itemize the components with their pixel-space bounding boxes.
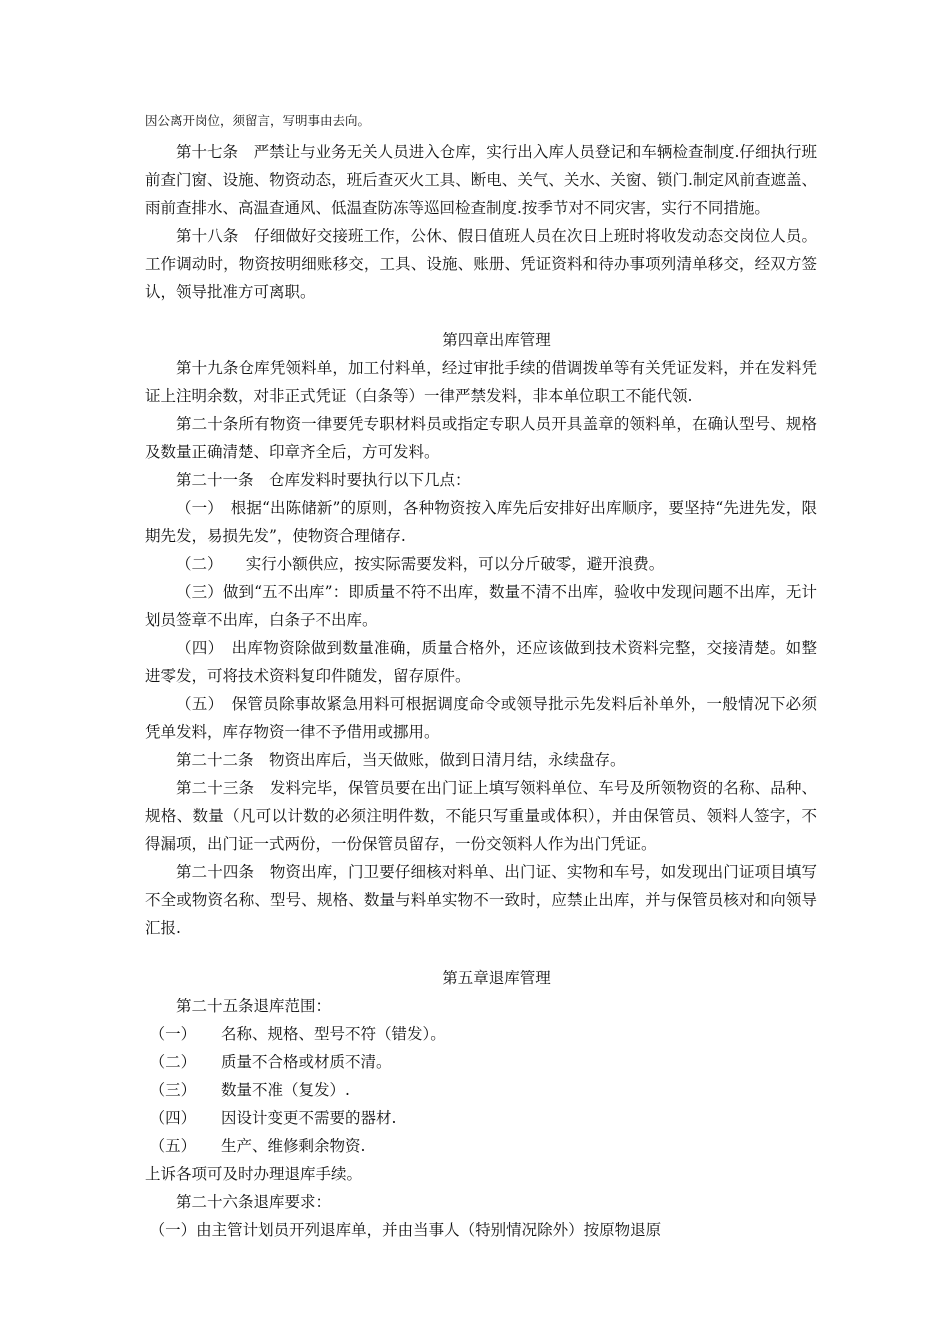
chapter-5-heading: 第五章退库管理	[442, 969, 551, 987]
list-item	[145, 1104, 817, 1132]
chapter-4-heading: 第四章出库管理	[442, 331, 551, 349]
article-19: 第十九条仓库凭领料单，加工付料单，经过审批手续的借调拨单等有关凭证发料，并在发料凭证上注明余数，对非正式凭证（白条等）一律严禁发料，非本单位职工不能代领.	[145, 359, 817, 405]
article-23: 第二十三条 发料完毕，保管员要在出门证上填写领料单位、车号及所领物资的名称、品种、规格、数量（凡可以计数的必须注明件数，不能只写重量或体积），并由保管员、领料人签字，不得漏项，出门证一式两份，一份保管员留存，一份交领料人作为出门凭证。	[145, 779, 817, 853]
list-item-text: 名称、规格、型号不符（错发）。	[220, 1025, 446, 1043]
list-item-text: 质量不合格或材质不清。	[220, 1053, 392, 1071]
article-17: 第十七条 严禁让与业务无关人员进入仓库，实行出入库人员登记和车辆检查制度.仔细执行班前查门窗、设施、物资动态，班后查灭火工具、断电、关气、关水、关窗、锁门.制定风前查遮盖、雨前查排水、高温查通风、低温查防冻等巡回检查制度.按季节对不同灾害，实行不同措施。	[145, 143, 817, 217]
list-item-number: （一）	[149, 1025, 197, 1043]
article-21-item-5: （五） 保管员除事故紧急用料可根据调度命令或领导批示先发料后补单外，一般情况下必须凭单发料，库存物资一律不予借用或挪用。	[145, 695, 817, 741]
list-item-number: （二）	[149, 1053, 197, 1071]
list-item	[145, 1048, 817, 1076]
article-26: 第二十六条退库要求：	[176, 1193, 332, 1211]
paragraph-continued: 因公离开岗位，须留言，写明事由去向。	[145, 113, 371, 128]
article-25: 第二十五条退库范围：	[176, 997, 332, 1015]
article-25-conclusion: 上诉各项可及时办理退库手续。	[145, 1165, 363, 1183]
article-21: 第二十一条 仓库发料时要执行以下几点：	[176, 471, 471, 489]
article-21-item-3: （三）做到“五不出库”：即质量不符不出库，数量不清不出库，验收中发现问题不出库，无计划员签章不出库，白条子不出库。	[145, 583, 817, 629]
article-21-item-2: （二） 实行小额供应，按实际需要发料，可以分斤破零，避开浪费。	[176, 555, 665, 573]
article-21-item-4: （四） 出库物资除做到数量准确，质量合格外，还应该做到技术资料完整，交接清楚。如整进零发，可将技术资料复印件随发，留存原件。	[145, 639, 817, 685]
article-20: 第二十条所有物资一律要凭专职材料员或指定专职人员开具盖章的领料单，在确认型号、规格及数量正确清楚、印章齐全后，方可发料。	[145, 415, 817, 461]
list-item	[145, 1020, 817, 1048]
article-24: 第二十四条 物资出库，门卫要仔细核对料单、出门证、实物和车号，如发现出门证项目填写不全或物资名称、型号、规格、数量与料单实物不一致时，应禁止出库，并与保管员核对和向领导汇报.	[145, 863, 817, 937]
list-item-text: 生产、维修剩余物资.	[220, 1137, 366, 1155]
list-item-text: 数量不准（复发）.	[220, 1081, 350, 1099]
article-18: 第十八条 仔细做好交接班工作，公休、假日值班人员在次日上班时将收发动态交岗位人员。工作调动时，物资按明细账移交，工具、设施、账册、凭证资料和待办事项列清单移交，经双方签认，领导批准方可离职。	[145, 227, 817, 301]
article-26-item-1: （一）由主管计划员开列退库单，并由当事人（特别情况除外）按原物退原	[149, 1221, 662, 1239]
list-item	[145, 1132, 817, 1160]
document-body	[145, 112, 817, 1244]
list-item-number: （三）	[149, 1081, 197, 1099]
article-21-item-1: （一） 根据“出陈储新”的原则，各种物资按入库先后安排好出库顺序，要坚持“先进先发，限期先发，易损先发”，使物资合理储存.	[145, 499, 817, 545]
list-item	[145, 1076, 817, 1104]
list-item-number: （四）	[149, 1109, 197, 1127]
list-item-text: 因设计变更不需要的器材.	[220, 1109, 397, 1127]
article-22: 第二十二条 物资出库后，当天做账，做到日清月结，永续盘存。	[176, 751, 626, 769]
list-item-number: （五）	[149, 1137, 197, 1155]
